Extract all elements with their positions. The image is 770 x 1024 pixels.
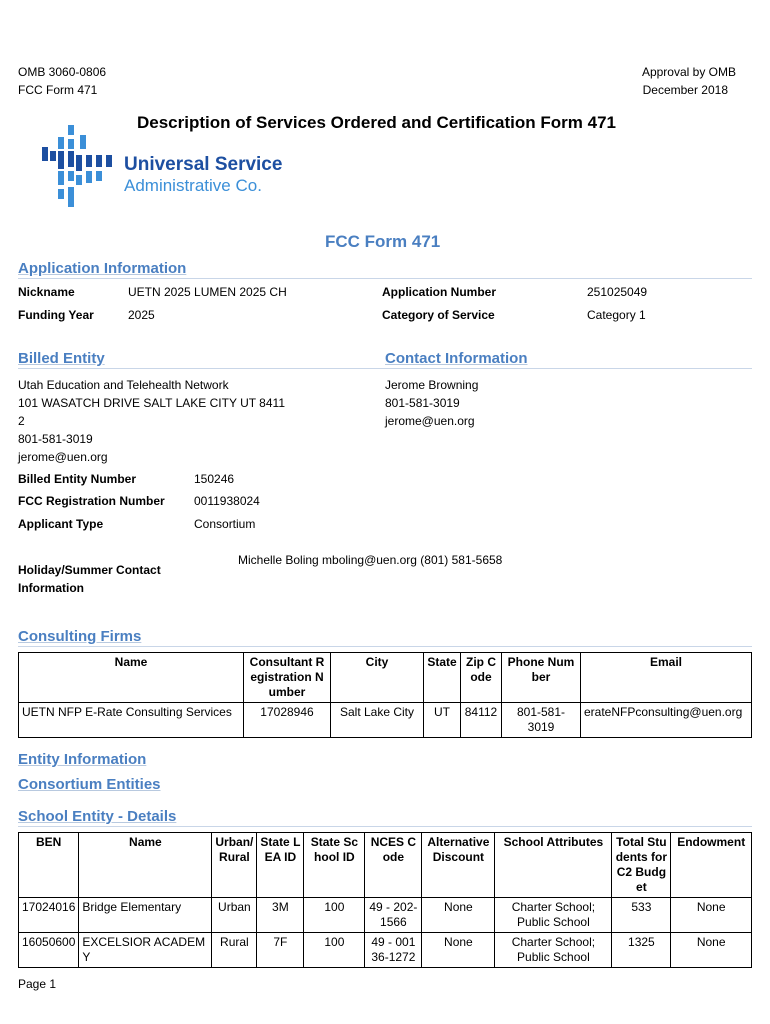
- holiday-label-line-1: Holiday/Summer Contact: [18, 563, 161, 577]
- contact-email: jerome@uen.org: [385, 414, 475, 428]
- consulting-firms-heading: Consulting Firms: [18, 628, 142, 645]
- holiday-contact-value: Michelle Boling mboling@uen.org (801) 581-5658: [238, 553, 503, 567]
- billed-entity-heading: Billed Entity: [18, 350, 105, 367]
- logo-line-1: Universal Service: [124, 154, 283, 175]
- table-row: [19, 898, 752, 933]
- nickname-label: Nickname: [18, 285, 75, 299]
- table-row: [19, 933, 752, 968]
- school-details-heading: School Entity - Details: [18, 808, 177, 825]
- school-table: [18, 832, 752, 968]
- cell-endowment: None: [671, 898, 752, 933]
- contact-phone: 801-581-3019: [385, 396, 460, 410]
- omb-number: OMB 3060-0806: [18, 65, 107, 79]
- cell-school-id: 100: [304, 933, 365, 968]
- form-number: FCC Form 471: [18, 83, 98, 97]
- section-divider: [18, 278, 752, 279]
- page-number: Page 1: [18, 977, 57, 991]
- billed-entity-address: [18, 376, 285, 466]
- section-divider: [18, 368, 752, 369]
- category-value: Category 1: [587, 308, 646, 322]
- col-school-name: Name: [79, 833, 212, 898]
- cell-lea-id: 3M: [257, 898, 304, 933]
- consulting-table: [18, 652, 752, 738]
- cell-city: Salt Lake City: [331, 703, 424, 738]
- application-info-heading: Application Information: [18, 260, 187, 277]
- col-attributes: School Attributes: [495, 833, 612, 898]
- cell-nces: 49 - 202-1566: [365, 898, 422, 933]
- cell-school-name: Bridge Elementary: [79, 898, 212, 933]
- cell-urban-rural: Rural: [212, 933, 257, 968]
- cell-school-name: EXCELSIOR ACADEMY: [79, 933, 212, 968]
- section-divider: [18, 646, 752, 647]
- cell-attributes: Charter School; Public School: [495, 898, 612, 933]
- cell-phone: 801-581-3019: [502, 703, 581, 738]
- entity-address-line-1: 101 WASATCH DRIVE SALT LAKE CITY UT 8411: [18, 396, 285, 410]
- cell-registration: 17028946: [244, 703, 331, 738]
- col-phone: Phone Number: [502, 653, 581, 703]
- col-students: Total Students for C2 Budget: [612, 833, 671, 898]
- cell-attributes: Charter School; Public School: [495, 933, 612, 968]
- cell-discount: None: [422, 933, 495, 968]
- col-name: Name: [19, 653, 244, 703]
- col-city: City: [331, 653, 424, 703]
- cell-name: UETN NFP E-Rate Consulting Services: [19, 703, 244, 738]
- col-nces: NCES Code: [365, 833, 422, 898]
- frn-value: 0011938024: [194, 494, 260, 508]
- contact-details: [385, 376, 478, 430]
- funding-year-value: 2025: [128, 308, 155, 322]
- nickname-value: UETN 2025 LUMEN 2025 CH: [128, 285, 287, 299]
- col-urban-rural: Urban/ Rural: [212, 833, 257, 898]
- col-school-id: State School ID: [304, 833, 365, 898]
- applicant-type-label: Applicant Type: [18, 517, 104, 531]
- col-zip: Zip Code: [461, 653, 502, 703]
- cell-ben: 17024016: [19, 898, 79, 933]
- cell-email: erateNFPconsulting@uen.org: [581, 703, 752, 738]
- holiday-label-line-2: Information: [18, 581, 84, 595]
- section-divider: [18, 826, 752, 827]
- cell-lea-id: 7F: [257, 933, 304, 968]
- usac-logo-icon: [40, 125, 120, 215]
- logo-line-2: Administrative Co.: [124, 176, 262, 195]
- table-header-row: [19, 833, 752, 898]
- application-number-value: 251025049: [587, 285, 648, 299]
- col-email: Email: [581, 653, 752, 703]
- col-lea-id: State LEA ID: [257, 833, 304, 898]
- table-row: [19, 703, 752, 738]
- col-ben: BEN: [19, 833, 79, 898]
- cell-nces: 49 - 00136-1272: [365, 933, 422, 968]
- form-title: FCC Form 471: [325, 232, 441, 251]
- frn-label: FCC Registration Number: [18, 494, 165, 508]
- col-discount: Alternative Discount: [422, 833, 495, 898]
- ben-value: 150246: [194, 472, 235, 486]
- cell-discount: None: [422, 898, 495, 933]
- page-title: Description of Services Ordered and Certification Form 471: [137, 113, 616, 132]
- approval-date: December 2018: [642, 83, 728, 97]
- cell-students: 533: [612, 898, 671, 933]
- contact-name: Jerome Browning: [385, 378, 479, 392]
- col-registration: Consultant Registration Number: [244, 653, 331, 703]
- cell-urban-rural: Urban: [212, 898, 257, 933]
- category-label: Category of Service: [382, 308, 495, 322]
- cell-state: UT: [424, 703, 461, 738]
- applicant-type-value: Consortium: [194, 517, 256, 531]
- col-endowment: Endowment: [671, 833, 752, 898]
- entity-info-heading: Entity Information: [18, 751, 147, 768]
- cell-zip: 84112: [461, 703, 502, 738]
- col-state: State: [424, 653, 461, 703]
- holiday-contact-label: [18, 561, 161, 597]
- entity-name: Utah Education and Telehealth Network: [18, 378, 229, 392]
- entity-address-line-2: 2: [18, 414, 25, 428]
- approval-text: Approval by OMB: [641, 65, 736, 79]
- table-header-row: [19, 653, 752, 703]
- entity-email: jerome@uen.org: [18, 450, 108, 464]
- application-number-label: Application Number: [382, 285, 497, 299]
- consortium-entities-heading: Consortium Entities: [18, 776, 161, 793]
- funding-year-label: Funding Year: [18, 308, 94, 322]
- cell-ben: 16050600: [19, 933, 79, 968]
- ben-label: Billed Entity Number: [18, 472, 137, 486]
- entity-phone: 801-581-3019: [18, 432, 93, 446]
- contact-info-heading: Contact Information: [385, 350, 528, 367]
- cell-students: 1325: [612, 933, 671, 968]
- cell-endowment: None: [671, 933, 752, 968]
- cell-school-id: 100: [304, 898, 365, 933]
